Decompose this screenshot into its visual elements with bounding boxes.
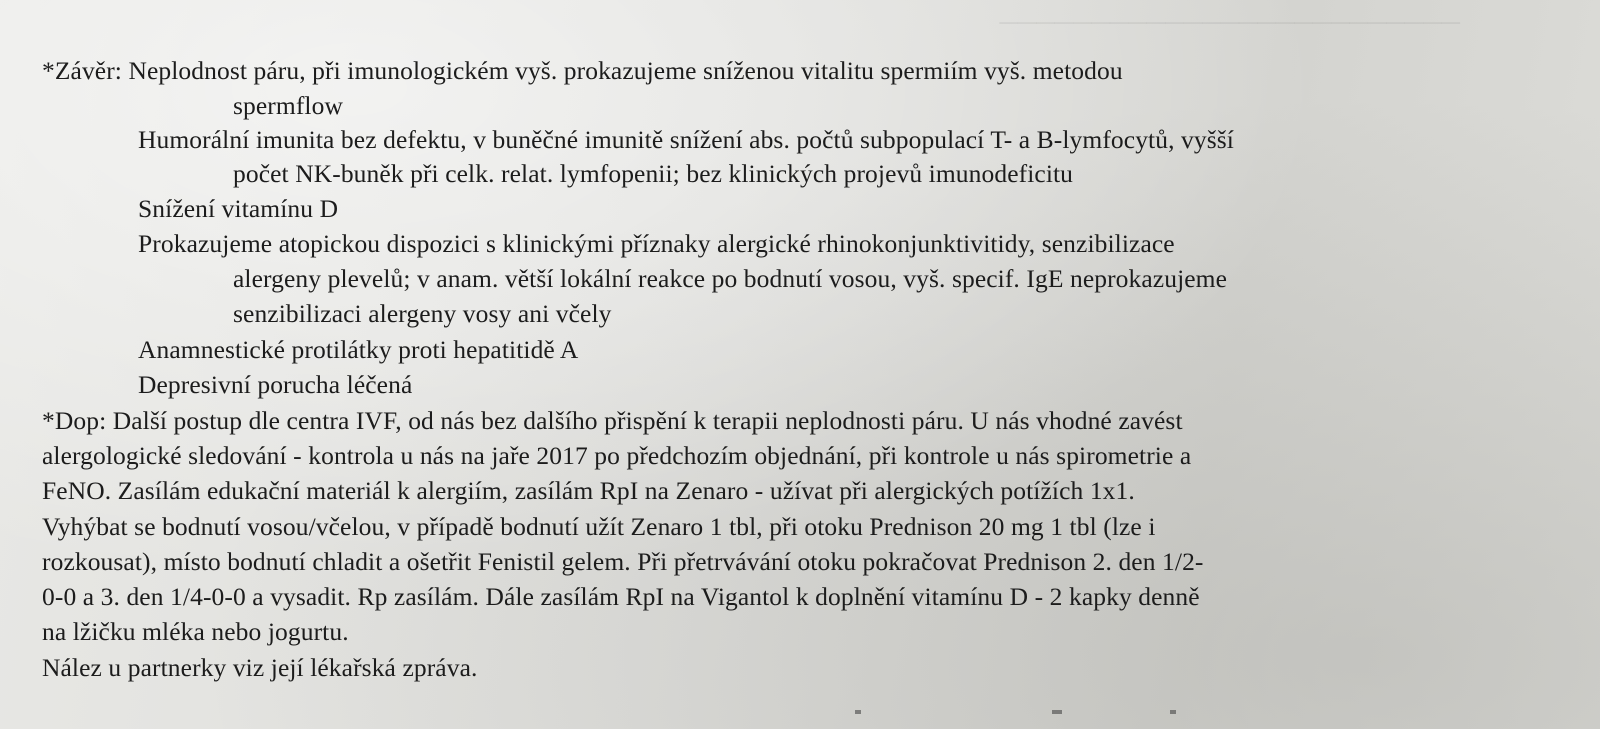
conclusion-line-8: senzibilizaci alergeny vosy ani včely <box>233 299 612 328</box>
recommendation-line-3: FeNO. Zasílám edukační materiál k alergiím, zasílám RpI na Zenaro - užívat při alergických potížích 1x1. <box>42 476 1135 505</box>
conclusion-line-9: Anamnestické protilátky proti hepatitidě A <box>138 335 579 364</box>
recommendation-line-4: Vyhýbat se bodnutí vosou/včelou, v případě bodnutí užít Zenaro 1 tbl, při otoku Prednison 20 mg 1 tbl (lze i <box>42 512 1156 541</box>
partner-note-line: Nález u partnerky viz její lékařská zpráva. <box>42 653 478 682</box>
conclusion-line-4: počet NK-buněk při celk. relat. lymfopenii; bez klinických projevů imunodeficitu <box>233 159 1074 188</box>
conclusion-line-2: spermflow <box>233 91 343 120</box>
conclusion-line-3: Humorální imunita bez defektu, v buněčné imunitě snížení abs. počtů subpopulací T- a B-lymfocytů, vyšší <box>138 125 1234 154</box>
cut-off-text-fragment <box>1052 710 1062 714</box>
show-through-text: ───────────────────────── <box>999 8 1460 37</box>
recommendation-line-2: alergologické sledování - kontrola u nás na jaře 2017 po předchozím objednání, při kontrole u nás spirometrie a <box>42 441 1192 470</box>
conclusion-line-10: Depresivní porucha léčená <box>138 370 413 399</box>
conclusion-line-7: alergeny plevelů; v anam. větší lokální reakce po bodnutí vosou, vyš. specif. IgE neprokazujeme <box>233 264 1228 293</box>
recommendation-line-7: na lžičku mléka nebo jogurtu. <box>42 617 349 646</box>
conclusion-line-6: Prokazujeme atopickou dispozici s klinickými příznaky alergické rhinokonjunktivitidy, senzibilizace <box>138 229 1175 258</box>
cut-off-text-fragment <box>855 710 861 714</box>
conclusion-line-5: Snížení vitamínu D <box>138 194 339 223</box>
cut-off-text-fragment <box>1170 710 1176 714</box>
recommendation-line-6: 0-0 a 3. den 1/4-0-0 a vysadit. Rp zasílám. Dále zasílám RpI na Vigantol k doplnění vitamínu D - 2 kapky denně <box>42 582 1200 611</box>
recommendation-line-5: rozkousat), místo bodnutí chladit a ošetřit Fenistil gelem. Při přetrvávání otoku pokračovat Prednison 2. den 1/2- <box>42 547 1204 576</box>
conclusion-line-1: *Závěr: Neplodnost páru, při imunologickém vyš. prokazujeme sníženou vitalitu spermiím vyš. metodou <box>42 56 1123 85</box>
recommendation-line-1: *Dop: Další postup dle centra IVF, od nás bez dalšího přispění k terapii neplodnosti páru. U nás vhodné zavést <box>42 406 1183 435</box>
